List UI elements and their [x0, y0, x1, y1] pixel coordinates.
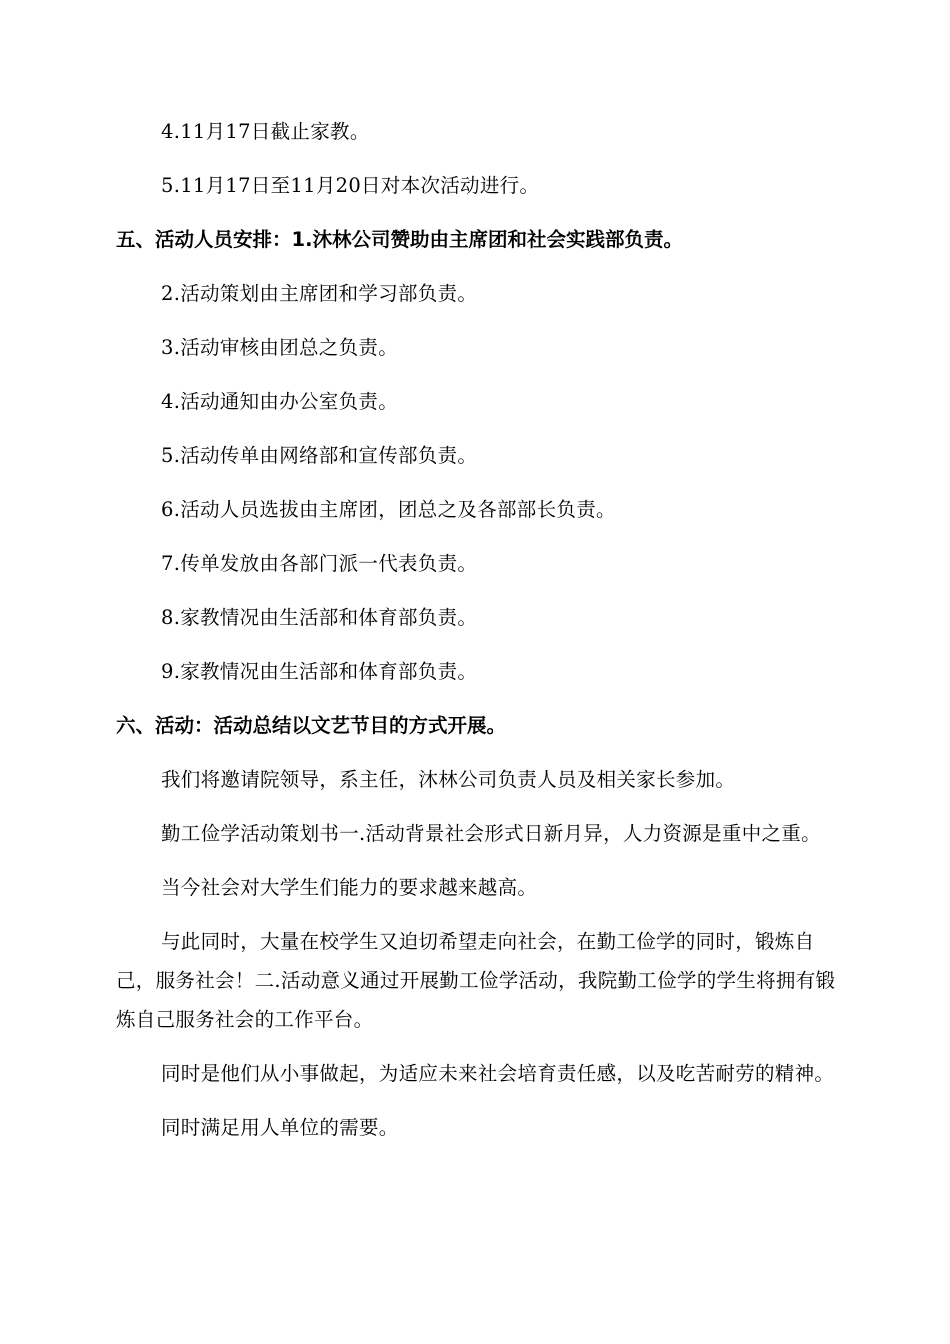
paragraph: 2.活动策划由主席团和学习部负责。: [161, 282, 478, 305]
paragraph: 4.11月17日截止家教。: [161, 120, 370, 143]
document-body: [116, 112, 836, 1162]
paragraph: 与此同时，大量在校学生又迫切希望走向社会，在勤工俭学的同时，锻炼自己，服务社会！二.活动意义通过开展勤工俭学活动，我院勤工俭学的学生将拥有锻炼自己服务社会的工作平台。: [116, 930, 836, 1031]
paragraph: 勤工俭学活动策划书一.活动背景社会形式日新月异，人力资源是重中之重。: [161, 822, 821, 845]
paragraph: 7.传单发放由各部门派一代表负责。: [161, 552, 478, 575]
paragraph: 5.11月17日至11月20日对本次活动进行。: [161, 174, 540, 197]
section-heading: 六、活动：活动总结以文艺节目的方式开展。: [116, 714, 507, 737]
paragraph: 3.活动审核由团总之负责。: [161, 336, 399, 359]
section-heading: 五、活动人员安排：1.沐林公司赞助由主席团和社会实践部负责。: [116, 228, 683, 251]
paragraph: 当今社会对大学生们能力的要求越来越高。: [161, 876, 538, 899]
paragraph: 我们将邀请院领导，系主任，沐林公司负责人员及相关家长参加。: [161, 768, 736, 791]
paragraph: 6.活动人员选拔由主席团，团总之及各部部长负责。: [161, 498, 616, 521]
paragraph: 同时满足用人单位的需要。: [161, 1116, 399, 1139]
paragraph: 5.活动传单由网络部和宣传部负责。: [161, 444, 478, 467]
paragraph: 8.家教情况由生活部和体育部负责。: [161, 606, 478, 629]
paragraph: 9.家教情况由生活部和体育部负责。: [161, 660, 478, 683]
paragraph: 4.活动通知由办公室负责。: [161, 390, 399, 413]
paragraph: 同时是他们从小事做起，为适应未来社会培育责任感，以及吃苦耐劳的精神。: [161, 1062, 835, 1085]
